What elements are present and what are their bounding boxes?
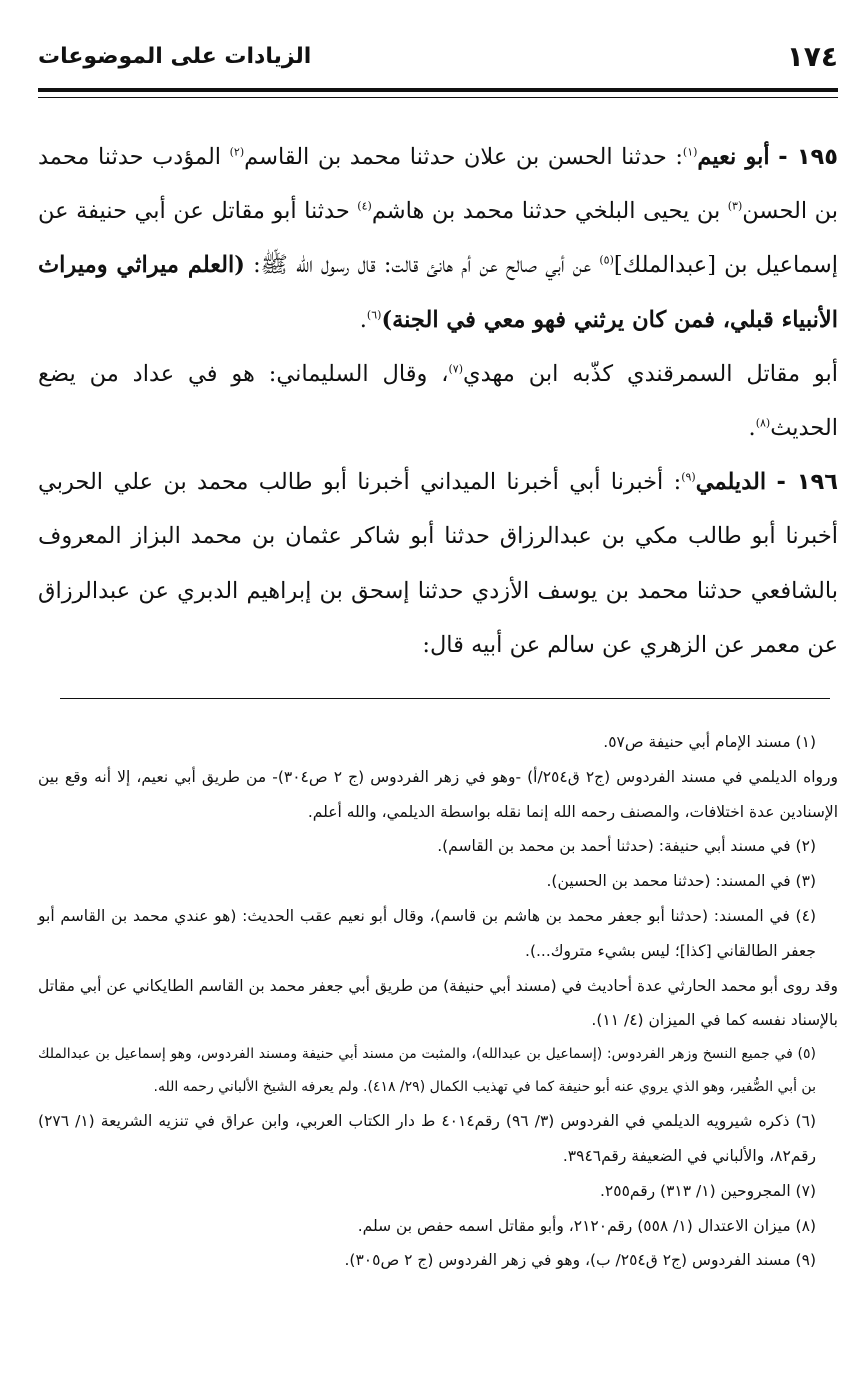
comment-text: أبو مقاتل السمرقندي كذّبه ابن مهدي	[463, 360, 838, 387]
isnad-text: بن يحيى البلخي حدثنا محمد بن هاشم	[371, 198, 728, 225]
footnote-ref: (٨)	[755, 416, 771, 430]
running-title: الزيادات على الموضوعات	[38, 44, 312, 69]
isnad-text: : أخبرنا أبي أخبرنا الميداني أخبرنا أبو طالب محمد بن علي الحربي أخبرنا أبو طالب مكي بن عبدالرزاق حدثنا أبو شاكر عثمان بن محمد البزاز المعروف بالشافعي حدثنا محمد بن يوسف الأزدي حدثنا إسحق بن إبراهيم الدبري عن عبدالرزاق عن معمر عن الزهري عن سالم عن أبيه قال:	[38, 469, 838, 658]
footnote: (٩) مسند الفردوس (ج٢ ق٢٥٤/ ب)، وهو في زهر الفردوس (ج ٢ ص٣٠٥).	[344, 1251, 816, 1270]
footnote-ref: (٩)	[681, 470, 696, 484]
isnad-text: المؤدب حدثنا محمد بن الحسن	[38, 144, 839, 225]
main-text	[38, 130, 838, 672]
isnad-text: : حدثنا الحسن بن علان حدثنا محمد بن القاسم	[244, 144, 683, 170]
footnote-ref: (٤)	[357, 199, 372, 213]
hadith-195: ١٩٥ - أبو نعيم$^{(١)}$: حدثنا الحسن بن علان حدثنا محمد بن القاسم$^{(٢)}$ المؤدب حدثنا محمد بن الحسن$^{(٣)}$ بن يحيى البلخي حدثنا محمد بن هاشم$^{(٤)}$ حدثنا أبو مقاتل عن أبي حنيفة عن إسماعيل بن [عبدالملك]$^{(٥)}$ عن أبي صالح عن أم هانئ قالت: قال رسول الله ﷺ: (العلم ميراثي وميراث الأنبياء قبلي، فمن كان يرثني فهو معي في الجنة)$^{(٦)}$.	[38, 144, 839, 333]
footnotes	[38, 725, 838, 1278]
footnote-continuation: وقد روى أبو محمد الحارثي عدة أحاديث في (مسند أبي حنيفة) من طريق أبي جعفر محمد بن القاسم الطايكاني عن أبي مقاتل بالإسناد نفسه كما في الميزان (٤/ ١١).	[38, 976, 838, 1030]
footnote: (١) مسند الإمام أبي حنيفة ص٥٧.	[603, 733, 816, 751]
hadith-number: ١٩٦ -	[776, 469, 838, 496]
footnote: (٣) في المسند: (حدثنا محمد بن الحسين).	[546, 872, 816, 891]
footnote-separator	[60, 698, 830, 699]
hadith-source: الديلمي	[695, 469, 767, 496]
footnote-ref: (٢)	[229, 145, 245, 159]
footnote-ref: (٥)	[599, 253, 614, 267]
hadith-number: ١٩٥ -	[778, 144, 839, 170]
footnote: (٤) في المسند: (حدثنا أبو جعفر محمد بن هاشم بن قاسم)، وقال أبو نعيم عقب الحديث: (هو عندي محمد بن القاسم أبو جعفر الطالقاني [كذا]؛ ليس بشيء متروك...).	[38, 906, 816, 960]
page-header	[38, 40, 838, 80]
footnote: (٥) في جميع النسخ وزهر الفردوس: (إسماعيل بن عبدالله)، والمثبت من مسند أبي حنيفة ومسند الفردوس، وهو إسماعيل بن عبدالملك بن أبي الصُّفير، وهو الذي يروي عنه أبو حنيفة كما في تهذيب الكمال (٢٩/ ٤١٨). ولم يعرفه الشيخ الألباني رحمه الله.	[38, 1046, 816, 1096]
footnote: (٧) المجروحين (١/ ٣١٣) رقم٢٥٥.	[599, 1181, 816, 1200]
comment-text: ، وقال السليماني: هو في عداد من يضع الحديث	[38, 360, 838, 442]
hadith-matn: (العلم ميراثي وميراث الأنبياء قبلي، فمن كان يرثني فهو معي في الجنة)	[38, 252, 838, 333]
hadith-source: أبو نعيم	[697, 144, 770, 170]
footnote-ref: (٣)	[727, 199, 743, 213]
footnote-ref: (٧)	[448, 362, 464, 376]
header-rule-thin	[38, 97, 838, 98]
footnote-continuation: ورواه الديلمي في مسند الفردوس (ج٢ ق٢٥٤/أ) -وهو في زهر الفردوس (ج ٢ ص٣٠٤)- من طريق أبي نعيم، إلا أنه وقع بين الإسنادين عدة اختلافات، والمصنف رحمه الله إنما نقله بواسطة الديلمي، والله أعلم.	[38, 767, 838, 821]
page-number: ١٧٤	[786, 40, 838, 73]
footnote: (٢) في مسند أبي حنيفة: (حدثنا أحمد بن محمد بن القاسم).	[437, 837, 816, 856]
footnote: (٨) ميزان الاعتدال (١/ ٥٥٨) رقم٢١٢٠، وأبو مقاتل اسمه حفص بن سلم.	[357, 1216, 816, 1235]
isnad-text: عن أبي صالح عن أم هانئ قالت: قال رسول الله ﷺ:	[244, 252, 600, 279]
footnote: (٦) ذكره شيرويه الديلمي في الفردوس (٣/ ٩٦) رقم٤٠١٤ ط دار الكتاب العربي، وابن عراق في تنزيه الشريعة (١/ ٢٧٦) رقم٨٢، والألباني في الضعيفة رقم٣٩٤٦.	[38, 1112, 816, 1165]
footnote-ref: (١)	[682, 145, 698, 159]
hadith-196	[38, 455, 838, 672]
footnote-ref: (٦)	[366, 308, 382, 322]
isnad-text: حدثنا أبو مقاتل عن أبي حنيفة عن إسماعيل بن [عبدالملك]	[38, 198, 838, 279]
header-rule-thick	[38, 88, 838, 92]
hadith-195-comment: أبو مقاتل السمرقندي كذّبه ابن مهدي$^{(٧)}$، وقال السليماني: هو في عداد من يضع الحديث$^{(٨)}$.	[38, 360, 838, 442]
